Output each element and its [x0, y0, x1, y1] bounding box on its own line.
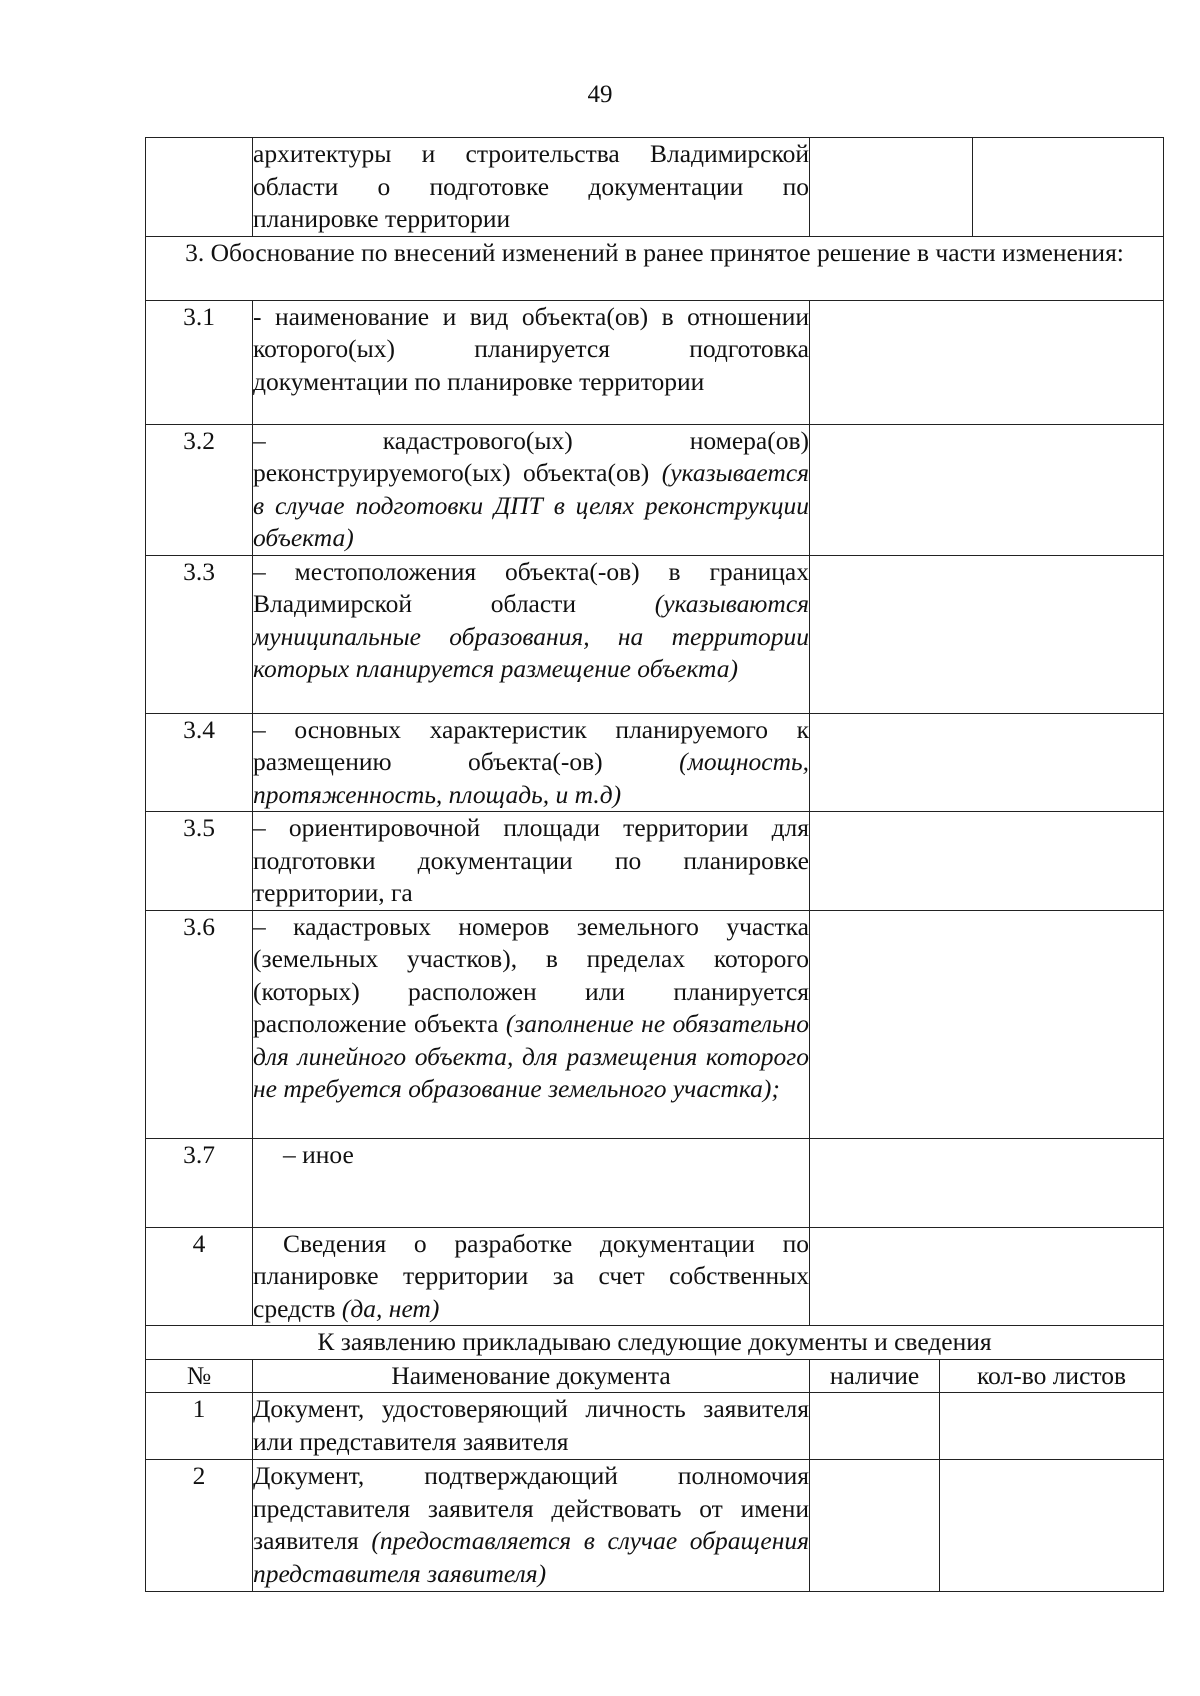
attachment-text: Документ, удостоверяющий личность заявителя или представителя заявителя — [253, 1394, 809, 1456]
presence-cell[interactable] — [810, 1393, 940, 1460]
column-header-sheets: кол-во листов — [940, 1359, 1164, 1393]
row-description — [253, 300, 810, 424]
row-number: 3.4 — [146, 713, 253, 812]
row-description — [253, 555, 810, 713]
row-description — [253, 812, 810, 911]
row-note: (указываются муниципальные образования, на территории которых планируется размещение объекта) — [253, 589, 809, 683]
continuation-text: архитектуры и строительства Владимирской области о подготовке документации по планировке территории — [253, 138, 810, 237]
attachment-row — [146, 1460, 1164, 1592]
application-form-table — [145, 137, 1164, 1592]
row-number: 4 — [146, 1227, 253, 1326]
table-row — [146, 812, 1164, 911]
table-row-continuation — [146, 138, 1164, 237]
row-number: 3.2 — [146, 424, 253, 555]
row-text: – основных характеристик планируемого к размещению объекта(-ов) — [253, 714, 809, 776]
row-text: - наименование и вид объекта(ов) в отношении которого(ых) планируется подготовка документации по планировке территории — [253, 301, 809, 396]
row-number: 3.5 — [146, 812, 253, 911]
row-number: 3.6 — [146, 910, 253, 1138]
section-3-header-row — [146, 236, 1164, 300]
value-cell[interactable] — [810, 1138, 1164, 1227]
row-description — [253, 713, 810, 812]
value-cell[interactable] — [810, 424, 1164, 555]
attachment-number: 1 — [146, 1393, 253, 1460]
row-text: – кадастрового(ых) номера(ов) реконструируемого(ых) объекта(ов) — [253, 425, 809, 487]
table-row — [146, 713, 1164, 812]
page-number: 49 — [587, 81, 613, 108]
row-text: – местоположения объекта(-ов) в границах Владимирской области — [253, 556, 809, 618]
row-description — [253, 1227, 810, 1326]
row-description — [253, 1138, 810, 1227]
presence-cell[interactable] — [810, 1460, 940, 1592]
table-row — [146, 424, 1164, 555]
value-cell[interactable] — [810, 138, 973, 237]
sheets-cell[interactable] — [940, 1393, 1164, 1460]
table-row — [146, 910, 1164, 1138]
row-text: Сведения о разработке документации по планировке территории за счет собственных средств — [253, 1228, 809, 1323]
column-header-presence: наличие — [810, 1359, 940, 1393]
table-row — [146, 300, 1164, 424]
table-row — [146, 1138, 1164, 1227]
row-number: 3.1 — [146, 300, 253, 424]
table-row — [146, 1227, 1164, 1326]
row-text: – иное — [283, 1139, 354, 1169]
attachments-header: К заявлению прикладываю следующие документы и сведения — [146, 1326, 1164, 1360]
table-row — [146, 555, 1164, 713]
row-note: (да, нет) — [341, 1293, 440, 1323]
value-cell[interactable] — [810, 910, 1164, 1138]
num-cell-blank — [146, 138, 253, 237]
column-header-document: Наименование документа — [253, 1359, 810, 1393]
row-number: 3.3 — [146, 555, 253, 713]
sheets-cell[interactable] — [940, 1460, 1164, 1592]
value-cell[interactable] — [810, 1227, 1164, 1326]
value-cell[interactable] — [810, 555, 1164, 713]
row-description — [253, 424, 810, 555]
value-cell[interactable] — [810, 300, 1164, 424]
attachment-note: (предоставляется в случае обращения представителя заявителя) — [253, 1526, 809, 1588]
row-description — [253, 910, 810, 1138]
attachment-text: Документ, подтверждающий полномочия представителя заявителя действовать от имени заявителя — [253, 1461, 809, 1555]
attachment-row — [146, 1393, 1164, 1460]
attachments-header-row — [146, 1326, 1164, 1360]
value-cell[interactable] — [810, 713, 1164, 812]
row-number: 3.7 — [146, 1138, 253, 1227]
attachments-column-headers — [146, 1359, 1164, 1393]
value-cell-extra[interactable] — [973, 138, 1164, 237]
row-text: – кадастровых номеров земельного участка (земельных участков), в пределах которого (которых) расположен или планируется расположение объекта — [253, 911, 809, 1038]
row-text: – ориентировочной площади территории для подготовки документации по планировке территории, га — [253, 813, 809, 907]
section-3-header: 3. Обоснование по внесений изменений в ранее принятое решение в части изменения: — [146, 236, 1164, 300]
value-cell[interactable] — [810, 812, 1164, 911]
row-note: (указывается в случае подготовки ДПТ в целях реконструкции объекта) — [253, 458, 810, 552]
attachment-description — [253, 1460, 810, 1592]
attachment-number: 2 — [146, 1460, 253, 1592]
row-note: (мощность, протяженность, площадь, и т.д) — [253, 747, 810, 809]
attachment-description — [253, 1393, 810, 1460]
row-note: (заполнение не обязательно для линейного объекта, для размещения которого не требуется образование земельного участка); — [253, 1009, 809, 1103]
column-header-number: № — [146, 1359, 253, 1393]
